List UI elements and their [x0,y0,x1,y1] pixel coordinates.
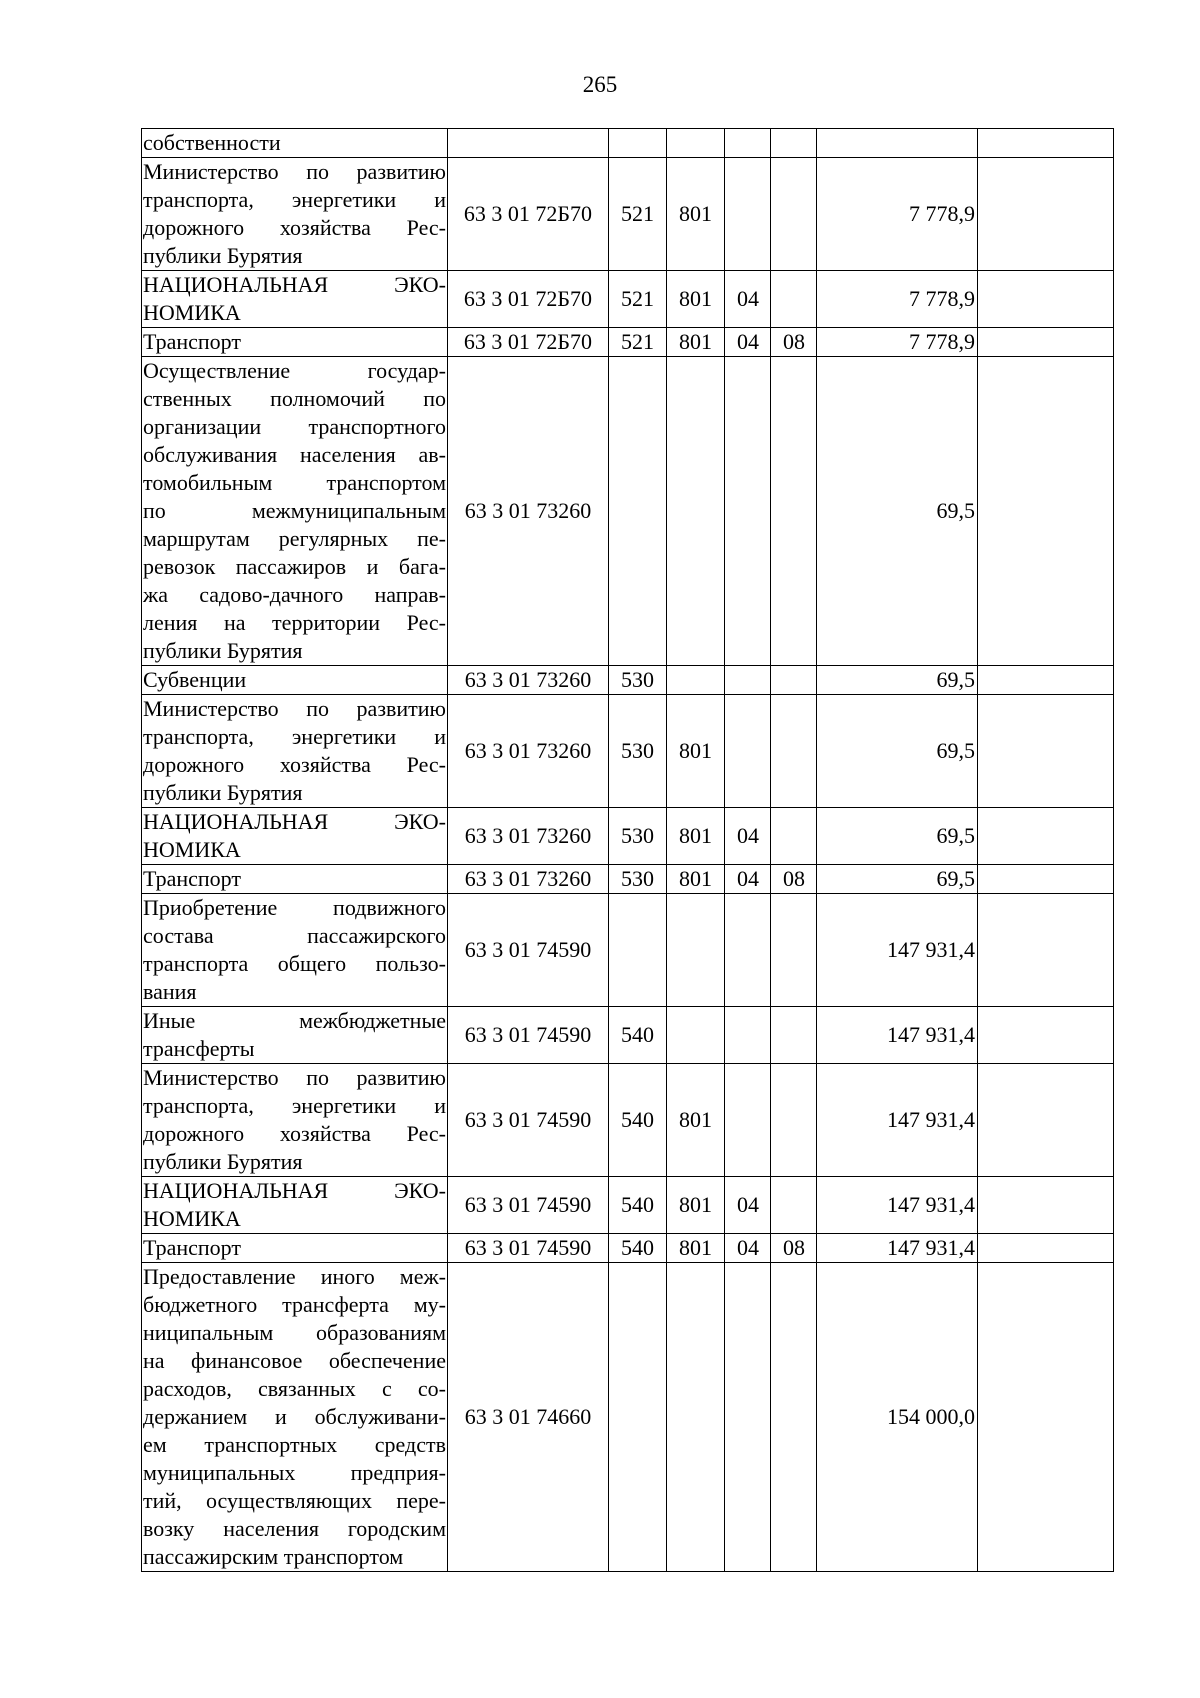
ministry-code-cell: 801 [667,328,725,357]
subsection-cell [771,1007,817,1064]
section-cell: 04 [725,328,771,357]
subsection-cell: 08 [771,328,817,357]
ministry-code-cell [667,1263,725,1572]
ministry-code-cell [667,129,725,158]
empty-cell [978,1177,1114,1234]
expense-type-cell: 540 [609,1007,667,1064]
table-row [142,271,1114,328]
ministry-code-cell [667,894,725,1007]
amount-cell: 154 000,0 [817,1263,978,1572]
amount-cell: 7 778,9 [817,328,978,357]
expense-type-cell: 540 [609,1234,667,1263]
amount-cell: 147 931,4 [817,1007,978,1064]
section-cell [725,666,771,695]
target-code-cell [448,129,609,158]
target-code-cell: 63 3 01 74660 [448,1263,609,1572]
expense-name-cell: Осуществление государ- ственных полномочий по организации транспортного обслуживания населения ав- томобильным транспортом по межмуниципальным маршрутам регулярных пе- ревозок пассажиров и бага- жа садово-дачного направ- ления на территории Рес- публики Бурятия [142,357,448,666]
expense-name-cell: Транспорт [142,328,448,357]
expense-name-cell: НАЦИОНАЛЬНАЯ ЭКО- НОМИКА [142,1177,448,1234]
subsection-cell [771,695,817,808]
empty-cell [978,357,1114,666]
target-code-cell: 63 3 01 74590 [448,894,609,1007]
subsection-cell: 08 [771,1234,817,1263]
empty-cell [978,666,1114,695]
section-cell [725,1007,771,1064]
amount-cell: 147 931,4 [817,1064,978,1177]
section-cell [725,129,771,158]
table-row [142,1064,1114,1177]
table-row [142,808,1114,865]
ministry-code-cell: 801 [667,695,725,808]
subsection-cell [771,271,817,328]
empty-cell [978,158,1114,271]
ministry-code-cell: 801 [667,1064,725,1177]
section-cell [725,158,771,271]
amount-cell: 69,5 [817,865,978,894]
ministry-code-cell: 801 [667,865,725,894]
expense-name-cell: Министерство по развитию транспорта, энергетики и дорожного хозяйства Рес- публики Бурятия [142,695,448,808]
section-cell [725,894,771,1007]
expense-type-cell [609,357,667,666]
target-code-cell: 63 3 01 74590 [448,1177,609,1234]
empty-cell [978,695,1114,808]
empty-cell [978,271,1114,328]
subsection-cell [771,357,817,666]
expense-type-cell: 530 [609,695,667,808]
expense-name-cell: собственности [142,129,448,158]
expense-type-cell: 540 [609,1064,667,1177]
amount-cell [817,129,978,158]
empty-cell [978,328,1114,357]
table-row [142,666,1114,695]
empty-cell [978,894,1114,1007]
table-row [142,357,1114,666]
ministry-code-cell: 801 [667,1177,725,1234]
expense-name-cell: НАЦИОНАЛЬНАЯ ЭКО- НОМИКА [142,808,448,865]
expense-name-cell: Иные межбюджетные трансферты [142,1007,448,1064]
target-code-cell: 63 3 01 72Б70 [448,328,609,357]
amount-cell: 7 778,9 [817,158,978,271]
subsection-cell [771,129,817,158]
amount-cell: 147 931,4 [817,1177,978,1234]
subsection-cell [771,1064,817,1177]
table-row [142,158,1114,271]
target-code-cell: 63 3 01 74590 [448,1007,609,1064]
table-row [142,865,1114,894]
section-cell [725,695,771,808]
expense-name-cell: Субвенции [142,666,448,695]
subsection-cell [771,158,817,271]
section-cell: 04 [725,1234,771,1263]
amount-cell: 69,5 [817,666,978,695]
section-cell [725,1064,771,1177]
target-code-cell: 63 3 01 73260 [448,808,609,865]
expense-name-cell: Министерство по развитию транспорта, энергетики и дорожного хозяйства Рес- публики Бурятия [142,158,448,271]
section-cell [725,357,771,666]
subsection-cell [771,894,817,1007]
table-row [142,695,1114,808]
section-cell: 04 [725,808,771,865]
expense-type-cell: 530 [609,666,667,695]
amount-cell: 147 931,4 [817,1234,978,1263]
expense-type-cell: 521 [609,271,667,328]
subsection-cell [771,1263,817,1572]
subsection-cell [771,666,817,695]
table-row [142,328,1114,357]
subsection-cell [771,808,817,865]
table-row [142,129,1114,158]
expense-name-cell: Транспорт [142,865,448,894]
empty-cell [978,808,1114,865]
amount-cell: 69,5 [817,695,978,808]
ministry-code-cell [667,1007,725,1064]
empty-cell [978,1007,1114,1064]
ministry-code-cell: 801 [667,808,725,865]
target-code-cell: 63 3 01 73260 [448,695,609,808]
table-row [142,1007,1114,1064]
subsection-cell: 08 [771,865,817,894]
amount-cell: 69,5 [817,357,978,666]
expense-name-cell: Транспорт [142,1234,448,1263]
target-code-cell: 63 3 01 73260 [448,865,609,894]
expense-type-cell: 530 [609,808,667,865]
budget-table [141,128,1114,1572]
subsection-cell [771,1177,817,1234]
ministry-code-cell [667,666,725,695]
amount-cell: 7 778,9 [817,271,978,328]
target-code-cell: 63 3 01 72Б70 [448,271,609,328]
target-code-cell: 63 3 01 72Б70 [448,158,609,271]
expense-type-cell: 530 [609,865,667,894]
section-cell: 04 [725,1177,771,1234]
expense-name-cell: Приобретение подвижного состава пассажирского транспорта общего пользо- вания [142,894,448,1007]
target-code-cell: 63 3 01 73260 [448,357,609,666]
expense-name-cell: НАЦИОНАЛЬНАЯ ЭКО- НОМИКА [142,271,448,328]
ministry-code-cell: 801 [667,158,725,271]
expense-type-cell: 521 [609,328,667,357]
ministry-code-cell: 801 [667,271,725,328]
target-code-cell: 63 3 01 73260 [448,666,609,695]
table-row [142,1177,1114,1234]
empty-cell [978,1263,1114,1572]
expense-type-cell: 521 [609,158,667,271]
table-row [142,894,1114,1007]
amount-cell: 147 931,4 [817,894,978,1007]
table-row [142,1263,1114,1572]
expense-type-cell [609,129,667,158]
target-code-cell: 63 3 01 74590 [448,1234,609,1263]
empty-cell [978,865,1114,894]
section-cell: 04 [725,865,771,894]
empty-cell [978,1064,1114,1177]
expense-name-cell: Предоставление иного меж- бюджетного трансферта му- ниципальным образованиям на финансовое обеспечение расходов, связанных с со- держанием и обслуживани- ем транспортных средств муниципальных предприя- тий, осуществляющих пере- возку населения городским пассажирским транспортом [142,1263,448,1572]
target-code-cell: 63 3 01 74590 [448,1064,609,1177]
expense-type-cell: 540 [609,1177,667,1234]
page-number: 265 [582,72,618,97]
ministry-code-cell: 801 [667,1234,725,1263]
expense-type-cell [609,894,667,1007]
amount-cell: 69,5 [817,808,978,865]
section-cell: 04 [725,271,771,328]
expense-type-cell [609,1263,667,1572]
ministry-code-cell [667,357,725,666]
table-row [142,1234,1114,1263]
section-cell [725,1263,771,1572]
expense-name-cell: Министерство по развитию транспорта, энергетики и дорожного хозяйства Рес- публики Бурятия [142,1064,448,1177]
empty-cell [978,129,1114,158]
empty-cell [978,1234,1114,1263]
